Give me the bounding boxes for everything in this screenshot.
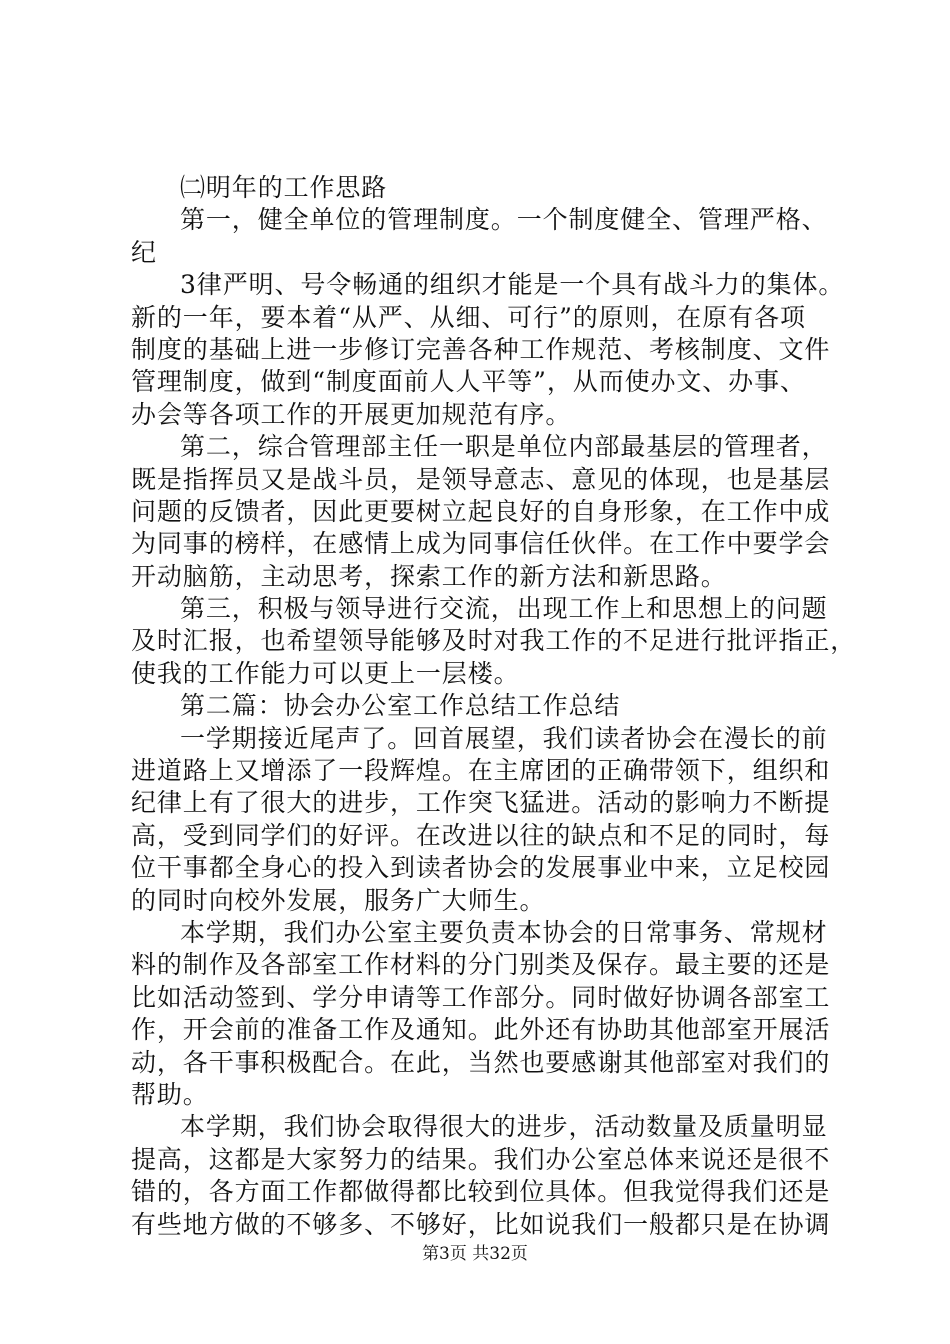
text-line: 本学期，我们协会取得很大的进步，活动数量及质量明显 xyxy=(180,1112,828,1142)
text-line: 及时汇报，也希望领导能够及时对我工作的不足进行批评指正， xyxy=(131,626,857,656)
text-line: 第一，健全单位的管理制度。一个制度健全、管理严格、 xyxy=(180,205,828,235)
text-line: 料的制作及各部室工作材料的分门别类及保存。最主要的还是 xyxy=(131,950,831,980)
text-line: 位干事都全身心的投入到读者协会的发展事业中来，立足校园 xyxy=(131,853,831,883)
text-line: 帮助。 xyxy=(131,1079,209,1109)
text-line: 既是指挥员又是战斗员，是领导意志、意见的体现，也是基层 xyxy=(131,464,831,494)
document-body xyxy=(131,172,857,1241)
text-line: 本学期，我们办公室主要负责本协会的日常事务、常规材 xyxy=(180,917,828,947)
text-line: 进道路上又增添了一段辉煌。在主席团的正确带领下，组织和 xyxy=(131,756,831,786)
text-line: 有些地方做的不够多、不够好，比如说我们一般都只是在协调 xyxy=(131,1209,831,1239)
text-line: 办会等各项工作的开展更加规范有序。 xyxy=(131,399,572,429)
text-line: 高，受到同学们的好评。在改进以往的缺点和不足的同时，每 xyxy=(131,820,831,850)
text-line: 提高，这都是大家努力的结果。我们办公室总体来说还是很不 xyxy=(131,1144,831,1174)
text-line: 开动脑筋，主动思考，探索工作的新方法和新思路。 xyxy=(131,561,727,591)
text-line: 新的一年，要本着“从严、从细、可行”的原则，在原有各项 xyxy=(131,302,806,332)
text-line: 第三，积极与领导进行交流，出现工作上和思想上的问题 xyxy=(180,594,828,624)
text-line: 第二，综合管理部主任一职是单位内部最基层的管理者， xyxy=(180,432,828,462)
text-line: 3律严明、号令畅通的组织才能是一个具有战斗力的集体。 xyxy=(180,270,845,300)
text-line: 第二篇：协会办公室工作总结工作总结 xyxy=(180,691,621,721)
page-footer: 第3页 共32页 xyxy=(422,1244,528,1264)
text-line: 为同事的榜样，在感情上成为同事信任伙伴。在工作中要学会 xyxy=(131,529,831,559)
text-line: ㈡明年的工作思路 xyxy=(180,173,388,202)
text-line: 一学期接近尾声了。回首展望，我们读者协会在漫长的前 xyxy=(180,723,828,753)
text-line: 制度的基础上进一步修订完善各种工作规范、考核制度、文件 xyxy=(131,334,831,364)
text-line: 使我的工作能力可以更上一层楼。 xyxy=(131,658,520,688)
text-line: 管理制度，做到“制度面前人人平等”，从而使办文、办事、 xyxy=(131,367,806,397)
text-line: 的同时向校外发展，服务广大师生。 xyxy=(131,885,546,915)
text-line: 比如活动签到、学分申请等工作部分。同时做好协调各部室工 xyxy=(131,982,831,1012)
text-line: 纪 xyxy=(131,237,157,267)
text-line: 错的，各方面工作都做得都比较到位具体。但我觉得我们还是 xyxy=(131,1177,831,1207)
text-line: 问题的反馈者，因此更要树立起良好的自身形象，在工作中成 xyxy=(131,496,831,526)
text-line: 动，各干事积极配合。在此，当然也要感谢其他部室对我们的 xyxy=(131,1047,831,1077)
text-line: 纪律上有了很大的进步，工作突飞猛进。活动的影响力不断提 xyxy=(131,788,831,818)
text-line: 作，开会前的准备工作及通知。此外还有协助其他部室开展活 xyxy=(131,1015,831,1045)
